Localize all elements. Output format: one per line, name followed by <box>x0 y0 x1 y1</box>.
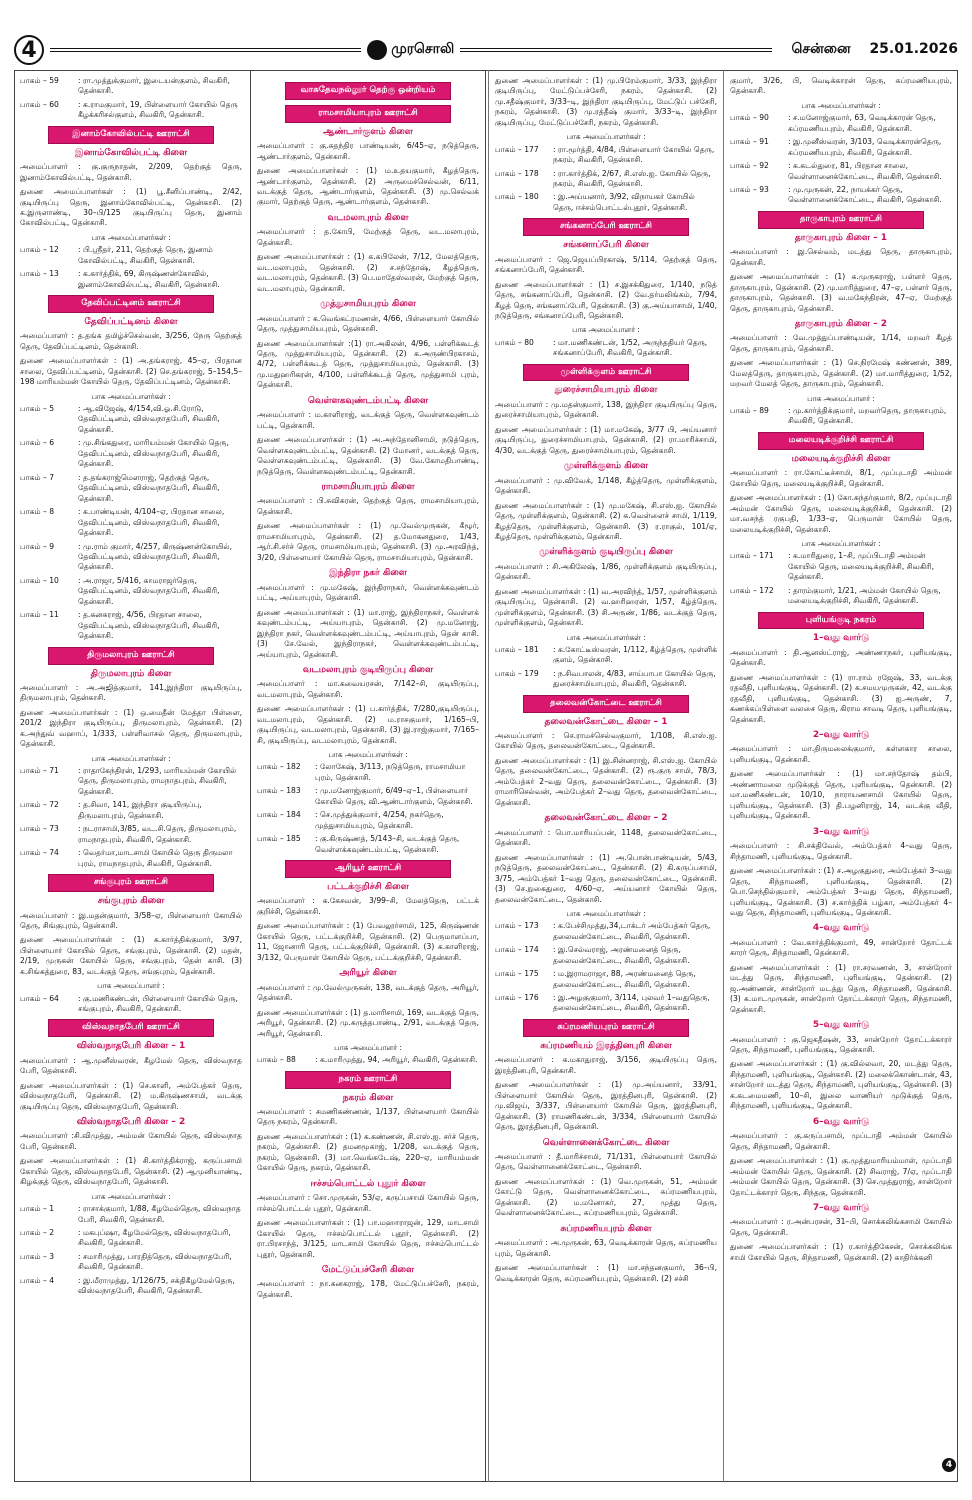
branch-title: விஸ்வநாதபேரி கிளை – 1 <box>76 1041 186 1052</box>
entry-paragraph: அமைப்பாளர் : கு.சுதந்திர பாண்டியன், 6/45–ஏ, நடுத்தெரு, ஆண்டார்குளம், தென்காசி. <box>257 141 479 161</box>
entry-paragraph: அமைப்பாளர் : மு.மகேஷ், இந்திராநகர், வெள்ளக்கவுண்டம் பட்டி, அய்யாபுரம், தென்காசி. <box>257 582 479 603</box>
section-header: திருமலாபுரம் ஊராட்சி <box>48 647 214 665</box>
entry-paragraph: துணை அமைப்பாளர்கள் : (1) பா.மஹாராஜன், 129, மாடசாமி கோயில் தெரு, ஈச்சம்பொட்டல் புதூர், தென்காசி. (2) ரா.பிரசாந்த், 3/125, மாடசாமி கோயில் தெரு, ஈச்சம்பொட்டல் புதூர், தென்காசி. <box>257 1218 479 1259</box>
booth-number: பாகம் – 174 <box>495 945 539 955</box>
entry-paragraph: துணை அமைப்பாளர்கள் : (1) ர.கார்த்திகேசன், சொக்கலிங்க சாமி கோயில் தெரு, சிந்தாமணி, தென்காசி. (2) காதிர்க்கனி <box>730 1242 952 1262</box>
entry-paragraph: துணை அமைப்பாளர்கள் : (1) மா.ராஜ், இந்திராநகர், வெள்ளக் கவுண்டம்பட்டி, அய்யாபுரம், தென்காசி. (2) மு.மனோஜ், இந்திரா நகர், வெள்ளக்கவுண்டம்பட்டி, அய்யாபுரம், தென் காசி. (3) சே.வேல், இந்திராநகர், வெள்ளக்கவுண்டம்பட்டி, அய்யாபுரம், தென்காசி. <box>257 607 479 659</box>
booth-organiser: : இ.முனீஸ்வரன், 3/103, வெடிக்காரன்தெரு, சுப்ரமணியபுரம், சிவகிரி, தென்காசி. <box>788 137 942 157</box>
booth-number: பாகம் – 60 <box>20 99 59 109</box>
booth-number: பாகம் – 91 <box>730 137 769 147</box>
booth-row <box>257 786 479 807</box>
booth-number: பாகம் – 93 <box>730 184 769 194</box>
branch-title: வெள்ளகவுண்டம்பட்டி கிளை <box>307 395 429 406</box>
booth-organiser: : மு.சிங்கதுரை, மாரியம்மன் கோயில் தெரு, தேவிபட்டினம், விஸ்வநாதபேரி, சிவகிரி, தென்காசி. <box>78 438 229 469</box>
booth-row <box>730 161 952 182</box>
entry-paragraph: அமைப்பாளர் : கு.ஜெகதீஷன், 33, சான்றோர் தோட்டக்காரர் தெரு, சிந்தாமணி, புளியங்குடி, தென்காசி. <box>730 1034 952 1055</box>
branch-title: 6–வது வார்டு <box>812 1116 870 1127</box>
subsection-label: பாக அமைப்பாளர்கள் : <box>328 750 408 760</box>
entry-paragraph: அமைப்பாளர் : செ.ராமச்செல்வகுமார், 1/108, சி.எஸ்.ஐ. கோயில் தெரு, தலைவன்கோட்டை, தென்காசி. <box>495 731 717 751</box>
entry-paragraph: துணை அமைப்பாளர்கள் : (1) ச.இசக்கிதுரை, 1/140, நடுத் தெரு, சங்கனாப்பேரி, தென்காசி. (2) வே.தர்மலிங்கம், 7/94, கீழத் தெரு, சங்கனாப்பேரி, தென்காசி. (3) கு.அய்யாசாமி, 1/40, நடுத்தெரு, சங்கனாப்பேரி, தென்காசி. <box>495 279 717 320</box>
booth-organiser: : க.கார்த்திக், 69, கிருஷ்ணன்கோவில், இனாம்கோவில்பட்டி, சிவகிரி, தென்காசி. <box>78 269 220 289</box>
entry-paragraph: துணை அமைப்பாளர்கள் :(1) ரா.அகிலன், 4/96, பள்ளிக்கூடத் தெரு, முத்துசாமியபுரம், தென்காசி. (2) க.அருண்பிரகாசம், 4/72, பள்ளிக்கூடத் தெரு, முத்துசாமியபுரம், தென்காசி. (3) மு.மதுஹரிகரன், 4/100, பள்ளிக்கூடத் தெரு, முத்துசாமி புரம், தென்காசி. <box>257 338 479 390</box>
booth-number: பாகம் – 1 <box>20 1204 55 1214</box>
booth-number: பாகம் – 177 <box>495 144 539 154</box>
entry-paragraph: துணை அமைப்பாளர்கள் : (1) க.முருகராஜ், பள்ளர் தெரு, தாருகாபுரம், தென்காசி. (2) மு.மாரித்துரை, 47–ஏ, பள்ளர் தெரு, தாருகாபுரம், தென்காசி. (3) வ.மகேந்திரன், 47–ஏ, மேற்குத் தெரு, தாருகாபுரம், தென்காசி. <box>730 272 952 313</box>
booth-number: பாகம் – 13 <box>20 269 59 279</box>
booth-number: பாகம் – 73 <box>20 824 59 834</box>
branch-title: விஸ்வநாதபேரி கிளை – 2 <box>76 1117 186 1128</box>
booth-organiser: : மு.ராம் குமார், 4/257, கிருஷ்ணன்கோயில், தேவிபட்டினம், விஸ்வநாதபேரி, சிவகிரி, தென்காசி. <box>78 541 233 572</box>
branch-title: 4–வது வார்டு <box>812 923 870 934</box>
article-columns <box>14 70 958 1482</box>
subsection-label: பாக அமைப்பாளர்கள் : <box>91 753 171 763</box>
subsection-label: பாக அமைப்பாளர் : <box>334 1042 402 1052</box>
section-header: சுப்ரமணியபுரம் ஊராட்சி <box>523 1019 689 1037</box>
section-header: தாருகாபுரம் ஊராட்சி <box>758 211 924 229</box>
booth-organiser: : இ.அய்யனார், 3/92, விநாயகர் கோயில் தெரு, ஈச்சம்பொட்டல்புதூர், தென்காசி. <box>553 192 695 212</box>
booth-number: பாகம் – 71 <box>20 766 59 776</box>
booth-organiser: : ராதாகேந்திரன், 1/293, மாரியம்மன் கோயில் தெரு, திருமலாபுரம், ராமநாதபுரம், சிவகிரி, தென்காசி. <box>78 766 237 796</box>
booth-row <box>257 762 479 783</box>
branch-title: மேட்டுப்பச்சேரி கிளை <box>321 1264 415 1275</box>
branch-title: மலையடிக்குறிச்சி கிளை <box>791 453 891 464</box>
entry-paragraph: துணை அமைப்பாளர்கள் : (1) கு.வில்லவா, 20, மடத்து தெரு, சிந்தாமணி, புளியங்குடி, தென்காசி. (2) மலைக்கொண்டான், 43, சான்றோர் மடத்து தெரு, சிந்தாமணி, புளியங்குடி, தென்காசி. (3) க.கடமைமணி, 10–சி, இலை வாணியர் முடுக்குத் தெரு, சிந்தாமணி, புளியங்குடி, தென்காசி. <box>730 1059 952 1111</box>
branch-title: தலைவன்கோட்டை கிளை – 2 <box>544 813 668 824</box>
booth-row <box>257 834 479 855</box>
section-header: தேவிப்பட்டினம் ஊராட்சி <box>48 295 214 313</box>
entry-paragraph: அமைப்பாளர் : மா.கவையரசன், 7/142–சி, குடியிருப்பு, வடமலாபுரம், தென்காசி. <box>257 679 479 699</box>
branch-title: தேவிப்பட்டினம் கிளை <box>84 316 178 327</box>
entry-paragraph: அமைப்பாளர் : சொ.முருகன், 53/ஏ, கருப்பசாமி கோயில் தெரு, ஈச்சம்பொட்டல் புதூர், தென்காசி. <box>257 1193 479 1213</box>
masthead-rule-left <box>50 48 361 52</box>
booth-number: பாகம் – 7 <box>20 472 55 482</box>
edition-city: சென்னை <box>791 41 851 57</box>
page-number-badge: 4 <box>14 35 44 65</box>
booth-organiser: : க.கோட்டீஸ்வரன், 1/112, கீழ்த்தெரு, முள்ளிக் குளம், தென்காசி. <box>553 644 717 665</box>
booth-row <box>20 1252 242 1273</box>
booth-row <box>730 406 952 427</box>
entry-paragraph: அமைப்பாளர் : மா.திருமலைக்குமார், கள்ளகார சாலை, புளியங்குடி, தென்காசி. <box>730 744 952 764</box>
entry-paragraph: அமைப்பாளர் : க.வெங்கட்ரமணன், 4/66, பிள்ளையார் கோயில் தெரு, முத்துசாமியபுரம், தென்காசி. <box>257 313 479 334</box>
subsection-label: பாக அமைப்பாளர்கள் : <box>566 908 646 918</box>
booth-row <box>20 824 242 845</box>
booth-organiser: : வெதர்மா,மாடசாமி கோயில் தெரு திருமலா புரம், ராமநாதபுரம், சிவகிரி, தென்காசி. <box>78 848 233 868</box>
branch-title: சங்குபுரம் கிளை <box>97 896 165 907</box>
entry-paragraph: அமைப்பாளர் : பி.சுவிசுரன், தெற்குத் தெரு, ராமசாமியாபுரம், தென்காசி. <box>257 496 479 516</box>
section-header: ஆரியூர் ஊராட்சி <box>285 860 451 878</box>
column-4 <box>723 70 958 1482</box>
branch-title: தலைவன்கோட்டை கிளை – 1 <box>544 716 668 727</box>
booth-row <box>495 969 717 990</box>
booth-organiser: : நடராசாமி,3/85, வட.சி.தெரு, திருமலாபுரம், ராமநாதபுரம், சிவகிரி, தென்காசி. <box>78 824 237 844</box>
entry-paragraph: அமைப்பாளர் : இ.மதன்குமார், 3/58–ஏ, பிள்ளையார் கோயில் தெரு, சிங்குபுரம், தென்காசி. <box>20 910 242 930</box>
booth-number: பாகம் – 3 <box>20 1251 55 1261</box>
section-header: வாசுதேவநல்லூர் தெற்கு ஒன்றியம் <box>285 82 451 100</box>
section-header: தலைவன்கோட்டை ஊராட்சி <box>523 695 689 713</box>
entry-paragraph: துணை அமைப்பாளர்கள் : (1) செ.காளி, அம்பேத்கர் தெரு, விஸ்வநாதபேரி, தென்காசி. (2) ம.கிருஷ்ணசாமி, வடக்கு குடியிருப்பு தெரு, விஸ்வநாதபேரி, தென்காசி. <box>20 1080 242 1111</box>
entry-paragraph: துணை அமைப்பாளர்கள் : (1) அ.அந்தோனிசாமி, நடுத்தெரு, வெள்ளகவுண்டம்பட்டி, தென்காசி. (2) மோனா், வடக்குத் தெரு, வெள்ளகவுண்டம்பட்டி, தென்காசி. (3) வே.கோமதிபாண்டி, நடுத்தெரு, வெள்ளகவுண்டம்பட்டி, தென்காசி. <box>257 435 479 476</box>
entry-paragraph: துணை அமைப்பாளர்கள் : (1) மா.சந்தனகுமார், 36–பி, வெடிக்காரன் தெரு, சுப்ரமணியபுரம், தென்காசி. (2) சச்சி <box>495 1263 717 1283</box>
booth-number: பாகம் – 9 <box>20 541 55 551</box>
booth-organiser: : மகபுப்ஷா, கீழமேல்தெரு, விஸ்வநாதபேரி, சிவகிரி, தென்காசி. <box>78 1227 231 1248</box>
entry-paragraph: அமைப்பாளர் : அ.அஜித்குமார், 141,இந்திரா குடியிருப்பு, திருமலாபுரம், தென்காசி. <box>20 682 242 703</box>
booth-number: பாகம் – 185 <box>257 834 301 844</box>
entry-paragraph: அமைப்பாளர் : சமணிகண்ணன், 1/137, பிள்ளையார் கோயில் தெரு நகரம், தென்காசி. <box>257 1106 479 1127</box>
booth-number: பாகம் – 4 <box>20 1275 55 1285</box>
booth-organiser: : பி.ஸ்ரீதர், 211, தெற்குத் தெரு, இனாம் கோவில்பட்டி, சிவகிரி, தென்காசி. <box>78 245 213 265</box>
booth-row <box>730 185 952 206</box>
subsection-label: பாக அமைப்பாளர் : <box>572 325 640 335</box>
booth-organiser: : இ.அழகுகுமார், 3/114, புலவர் 1–வதுதெரு, தலைவன்கோட்டை, சிவகிரி, தென்காசி. <box>553 993 710 1013</box>
branch-title: 2–வது வார்டு <box>812 730 870 741</box>
booth-number: பாகம் – 173 <box>495 921 539 931</box>
entry-paragraph: அமைப்பாளர் : சி.சக்திவேல், அம்பேத்கர் 4–வது தெரு, சிந்தாமணி, புளியங்குடி, தென்காசி. <box>730 841 952 861</box>
branch-title: அரியூர் கிளை <box>339 968 397 979</box>
booth-row <box>495 921 717 942</box>
entry-paragraph: துணை அமைப்பாளர்கள் : (1) பூ.சீனிப்பாண்டி, 2/42, குடியிருப்பு தெரு, இனாம்கோவில்பட்டி, தென்காசி. (2) க.இருளாண்டி, 30–பி/125 குடியிருப்பு தெரு, இனாம் கோவில்பட்டி, தென்காசி. <box>20 187 242 228</box>
booth-row <box>495 945 717 966</box>
entry-paragraph: அமைப்பாளர் : சி.அகிலேஷ், 1/86, முள்ளிக்குளம் குடியிருப்பு, தென்காசி. <box>495 561 717 582</box>
subsection-label: பாக அமைப்பாளர்கள் : <box>91 1191 171 1201</box>
subsection-label: பாக அமைப்பாளர் : <box>97 981 165 991</box>
entry-paragraph: அமைப்பாளர் : தி.ஆனஸ்ட்ராஜ், அண்ணாநகர், புளியங்குடி, தென்காசி. <box>730 647 952 668</box>
booth-number: பாகம் – 6 <box>20 438 55 448</box>
booth-number: பாகம் – 180 <box>495 192 539 202</box>
entry-paragraph: துணை அமைப்பாளர்கள் : (1) வ.அரவிந்த், 1/57, முள்ளிக்குளம் குடியிருப்பு, தென்காசி. (2) வ.ஹரிஹரன், 1/57, கீழ்த்தெரு, முள்ளிக்குளம், தென்காசி. (3) சி.அருண், 1/86, வடக்குத் தெரு, முள்ளிக்குளம், தென்காசி. <box>495 586 717 628</box>
booth-organiser: : த.தங்கராஜ்மௌராஜ், தெற்குத் தெரு, தேவிபட்டினம், விஸ்வநாதபேரி, சிவகிரி, தென்காசி. <box>78 472 220 503</box>
booth-number: பாகம் – 88 <box>257 1055 296 1065</box>
booth-number: பாகம் – 12 <box>20 245 59 255</box>
subsection-label: பாக அமைப்பாளர்கள் : <box>91 232 171 242</box>
booth-number: பாகம் – 182 <box>257 762 301 772</box>
booth-row <box>730 113 952 134</box>
booth-organiser: : ச.மனோஜ்குமார், 63, வெடிக்காரன் தெரு, சுப்ரமணியபுரம், சிவகிரி, தென்காசி. <box>788 113 936 133</box>
section-header: நகரம் ஊராட்சி <box>285 1071 451 1089</box>
entry-paragraph: அமைப்பாளர் : ரா.கோட்டீச்சாமி, 8/1, முப்புடாதி அம்மன் கோயில் தெரு, மலையடிக்குறிச்சி, தென்காசி. <box>730 468 952 488</box>
booth-row <box>20 994 242 1015</box>
section-header: புளியங்குடி நகரம் <box>758 612 924 630</box>
booth-organiser: : ரா.மூர்த்தி, 4/84, பிள்ளையார் கோயில் தெரு, நகரம், சிவகிரி, தென்காசி. <box>553 144 715 165</box>
section-header: இனாம்கோவில்பட்டி ஊராட்சி <box>48 126 214 144</box>
booth-number: பாகம் – 178 <box>495 168 539 178</box>
booth-organiser: : த.சிவா, 141, இந்திரா குடியிருப்பு, திருமலாபுரம், தென்காசி. <box>78 800 202 820</box>
booth-number: பாகம் – 74 <box>20 848 59 858</box>
booth-number: பாகம் – 2 <box>20 1227 55 1237</box>
booth-row <box>495 145 717 166</box>
booth-number: பாகம் – 184 <box>257 810 301 820</box>
branch-title: முத்துசாமியபுரம் கிளை <box>320 299 416 310</box>
branch-title: வடமலாபுரம் கிளை <box>327 212 409 223</box>
entry-paragraph: துணை அமைப்பாளர்கள் : (1) மு.வேல்முருகன், கீழூர், ராமசாமியாபுரம், தென்காசி. (2) த.மோகனதுரை, 1/43, ஆர்.சி.சர்ச் தெரு, ராமசாமியாபுரம், தென்காசி. (3) மு.அரவிந்த், 3/20, பிள்ளையார் கோயில் தெரு, ராமசாமியாபுரம், தென்காசி. <box>257 521 479 562</box>
branch-title: ராமசாமியாபுரம் கிளை <box>321 482 415 493</box>
column-1 <box>14 70 248 1482</box>
entry-paragraph: அமைப்பாளர் : இ.செல்வம், மடத்து தெரு, தாருகாபுரம், தென்காசி. <box>730 247 952 267</box>
booth-number: பாகம் – 80 <box>495 337 534 347</box>
booth-organiser: : மு.கார்த்திக்குமார், மறவர்தெரு, தாருகாபுரம், சிவகிரி, தென்காசி. <box>788 405 947 426</box>
booth-number: பாகம் – 172 <box>730 585 774 595</box>
entry-paragraph: துணை அமைப்பாளர்கள் : (1) மு.அய்யனார், 33/91, பிள்ளையார் கோயில் தெரு, இரத்தினபுரி, தென்காசி. (2) மு.விஜய், 3/337, பிள்ளையார் கோயில் தெரு, இரத்தினபுரி, தென்காசி. (3) ராமணிகண்டன், 3/334, பிள்ளையார் கோயில் தெரு, இரத்தினபுரி, தென்காசி. <box>495 1080 717 1132</box>
entry-paragraph: அமைப்பாளர் : மு.மதன்குமார், 138, இந்திரா குடியிருப்பு தெரு, துரைச்சாமியாபுரம், தென்காசி. <box>495 399 717 420</box>
section-header: சங்குபுரம் ஊராட்சி <box>48 874 214 892</box>
booth-organiser: : இ.மீராமுத்து, 1/126/75, சக்திகீழமேல்தெரு, விஸ்வநாதபேரி, சிவகிரி, தென்காசி. <box>78 1275 235 1296</box>
entry-paragraph: துணை அமைப்பாளர்கள் : (1) மு.மகேஷ், சி.எஸ்.ஐ. கோயில் தெரு, முள்ளிக்குளம், தென்காசி. (2) சு.வெள்ளைச் சாமி, 1/119, கீழத்தெரு, முள்ளிக்குளம், தென்காசி. (3) ர.ராகுல், 101/ஏ, கீழத்தெரு, முள்ளிக்குளம், தென்காசி. <box>495 500 717 541</box>
booth-row <box>20 610 242 641</box>
section-header: முள்ளிக்குளம் ஊராட்சி <box>523 364 689 382</box>
subsection-label: பாக அமைப்பாளர்கள் : <box>801 538 881 548</box>
booth-row <box>20 100 242 121</box>
entry-paragraph: அமைப்பாளர் : தீ.மாரிச்சாமி, 71/131, பிள்ளையார் கோயில் தெரு, வெள்ளானைக்கோட்டை, தென்காசி. <box>495 1151 717 1172</box>
entry-paragraph: அமைப்பாளர் : த.கோபி, மேற்குத் தெரு, வட.மலாபுரம், தென்காசி. <box>257 227 479 247</box>
entry-paragraph: துணை அமைப்பாளர்கள் : (1) ச.அழகுதுரை, அம்பேத்கர் 3–வது தெரு, சிந்தாமணி, புளியங்குடி, தென்காசி. (2) பொ.செந்தில்குமார், அம்பேத்கர் 3–வது தெரு, சிந்தாமணி, புளியங்குடி, தென்காசி. (3) ச.கார்த்திக் பழ்கா, அம்பேத்கர் 4–வது தெரு, சிந்தாமணி, புளியங்குடி, தென்காசி. <box>730 866 952 917</box>
section-header: விஸ்வநாதபேரி ஊராட்சி <box>48 1019 214 1037</box>
booth-row <box>495 338 717 359</box>
booth-number: பாகம் – 179 <box>495 668 539 678</box>
newspaper-brand <box>367 40 454 60</box>
branch-title: 1–வது வார்டு <box>812 633 870 644</box>
entry-paragraph: துணை அமைப்பாளர்கள் : (1) பேவலூர்சாமி, 125, கிருஷ்ணன் கோயில் தெரு, பட்டக்குறிச்சி, தென்காசி. (2) பெருமாளப்பா, 11, ஜோனாரி தெரு, பட்டக்குறிச்சி, தென்காசி. (3) க.காளிராஜ், 3/132, பெருமாள் கோயில் தெரு, பட்டக்குறிச்சி, தென்காசி. <box>257 921 479 962</box>
entry-paragraph: துணை அமைப்பாளர்கள் : (1) மா.சந்தோஷ் தம்பி, அண்ணாமலை முடுக்குத் தெரு, புளியங்குடி, தென்காசி. (2) மா.மணிகண்டன், 10/10, நாராயணசாமி கோயில் தெரு, புளியங்குடி, தென்காசி. (3) தி.பழனிராஜ், 14, வடக்கு வீதி, புளியங்குடி, தென்காசி. <box>730 769 952 821</box>
booth-organiser: : செ.முத்துக்குமார், 4/254, நகர்தெரு, முத்துசாமியபுரம், தென்காசி. <box>315 810 444 830</box>
entry-paragraph: அமைப்பாளர் : ஆ.முனீஸ்வரன், கீழமேல் தெரு, விஸ்வநாத பேரி, தென்காசி. <box>20 1055 242 1076</box>
booth-organiser: : ஆ.விஜேஷ், 4/154,வி.ஓ.சி.ரோடு, தேவிபட்டினம், விஸ்வநாதபேரி, சிவகிரி, தென்காசி. <box>78 403 220 434</box>
branch-title: இந்திரா நகர் கிளை <box>329 568 407 579</box>
branch-title: முள்ளிக்குளம் கிளை <box>563 461 649 472</box>
entry-paragraph: அமைப்பாளர் : த.தங்க தமிழ்ச்செல்வன், 3/256, நேரு தெற்குத் தெரு, தேவிப்பட்டினம், தென்காசி. <box>20 331 242 351</box>
booth-number: பாகம் – 175 <box>495 969 539 979</box>
booth-row <box>257 810 479 831</box>
branch-title: வடமலாபுரம் குடியிருப்பு கிளை <box>302 664 434 675</box>
booth-number: பாகம் – 5 <box>20 403 55 413</box>
booth-row <box>20 1228 242 1249</box>
booth-number: பாகம் – 64 <box>20 993 59 1003</box>
entry-paragraph: துணை அமைப்பாளர்கள் : (1) ம.உதயகுமார், கீழத்தெரு, ஆண்டார்குளம், தென்காசி. (2) அருமைச்செல்வன், 6/11, வடக்குத் தெரு, ஆண்டார்குளம், தென்காசி. (3) மு.செல்வக் குமார், தெற்குத் தெரு, ஆண்டார்குளம், தென்காசி. <box>257 166 479 207</box>
booth-number: பாகம் – 72 <box>20 800 59 810</box>
entry-paragraph: துணை அமைப்பாளர்கள் : (1) க.கபிலேன், 7/12, மேலத்தெரு, வட.மலாபுரம், தென்காசி. (2) ச.சந்தோஷ், கீழத்தெரு, வட.மலாபுரம், தென்காசி. (3) பெ.மாதேஸ்வரன், மேற்குத் தெரு, வட.மலாபுரம், தென்காசி. <box>257 252 479 293</box>
booth-organiser: : ரா.கார்த்திக், 2/67, சி.எஸ்.ஐ. கோயில் தெரு, நகரம், சிவகிரி, தென்காசி. <box>553 168 711 188</box>
booth-organiser: : ந.சிவபாலன், 4/83, சாய்பாபா கோயில் தெரு, துரைச்சாமியாபுரம், சிவகிரி, தென்காசி. <box>553 668 716 689</box>
booth-row <box>20 438 242 469</box>
entry-paragraph: துணை அமைப்பாளர்கள் : (1) மா.மகேஷ், 3/77 பி, அய்யனார் குடியிருப்பு, துரைச்சாமியாபுரம், தென்காசி. (2) ரா.மாரிச்சாமி, 4/30, வடக்குத் தெரு, துரைச்சாமியாபுரம், தென்காசி. <box>495 424 717 455</box>
booth-number: பாகம் – 11 <box>20 610 59 620</box>
column-3 <box>488 70 723 1482</box>
entry-paragraph: அமைப்பாளர் : அ.முருகன், 63, வெடிக்காரன் தெரு, சுப்ரமணிய புரம், தென்காசி. <box>495 1238 717 1258</box>
section-header: மலையடிக்குறிச்சி ஊராட்சி <box>758 432 924 450</box>
branch-title: முள்ளிக்குளம் குடியிருப்பு கிளை <box>539 547 673 558</box>
entry-paragraph: துணை அமைப்பாளர்கள் : (1) கோ.கந்தர்குமார், 8/2, முப்புடாதி அம்மன் கோயில் தெரு, மலையடிக்குறிச்சி, தென்காசி. (2) மா.வசந்த் ரகுபதி, 1/33–ஏ, பெருமாள் கோயில் தெரு, மலையடிக்குறிச்சி, தென்காசி. <box>730 493 952 534</box>
entry-paragraph: துணை அமைப்பாளர்கள் : (1) வெ.முருகன், 51, அம்மன் கோட்டு தெரு, வெள்ளானைக்கோட்டை, சுப்ரமணியபுரம், தென்காசி. (2) ம.மனோகர், 27, முத்து தெரு, வெள்ளானைக்கோட்டை, சுப்ரமணியபுரம், தென்காசி. <box>495 1176 717 1218</box>
booth-row <box>20 800 242 821</box>
booth-organiser: : ரா.முத்துக்குமார், இடையன்குளம், சிவகிரி, தென்காசி. <box>78 76 230 96</box>
entry-paragraph: துணை அமைப்பாளர்கள் : (1) இ.சின்னராஜ், சி.எஸ்.ஐ. கோயில் தெரு, தலைவன்கோட்டை, தென்காசி. (2) ரூ.குரு சாமி, 78/3, அம்பேத்கர் 2–வது தெரு, தலைவன்கோட்டை, தென்காசி. (3) ராமாரிசெல்வன், அம்பேத்கர் 2–வது தெரு, தலைவன்கோட்டை, தென்காசி. <box>495 755 717 807</box>
branch-title: திருமலாபுரம் கிளை <box>90 668 172 679</box>
entry-paragraph: அமைப்பாளர் :சி.விமுத்து, அம்மன் கோயில் தெரு, விஸ்வநாத பேரி, தென்காசி. <box>20 1131 242 1151</box>
entry-paragraph: துணை அமைப்பாளர்கள் : (1) அ.தங்கராஜ், 45–ஏ, பிரதான சாலை, தேவிப்பட்டினம், தென்காசி. (2) செ.தங்கராஜ், 5–154,5–198 மாரியம்மன் கோயில் தெரு, தேவிப்பட்டினம், தென்காசி. <box>20 356 242 387</box>
booth-organiser: : க.மாரிதுரை, 1–சி, முப்பிடாதி அம்மன் கோயில் தெரு, மலையடிக்குறிச்சி, சிவகிரி, தென்காசி. <box>788 551 934 582</box>
booth-organiser: : சமாரிமுத்து, பாரதித்தெரு, விஸ்வநாதபேரி, சிவகிரி, தென்காசி. <box>78 1251 232 1272</box>
booth-row <box>20 269 242 290</box>
branch-title: 7–வது வார்டு <box>812 1203 870 1214</box>
branch-title: இனாம்கோவில்பட்டி கிளை <box>74 147 188 158</box>
booth-organiser: : த.கனகராஜ், 4/56, பிரதான சாலை, தேவிபட்டினம், விஸ்வநாதபேரி, சிவகிரி, தென்காசி. <box>78 610 220 641</box>
booth-number: பாகம் – 92 <box>730 161 769 171</box>
booth-organiser: : இ.செல்வராஜ், அரண்மனைத் தெரு, தலைவன்கோட்டை, சிவகிரி, தென்காசி. <box>553 945 690 965</box>
entry-paragraph: துணை அமைப்பாளர்கள் : (1) அ.பொன்பாண்டியன், 5/43, நடுத்தெரு, தலைவன்கோட்டை, தென்காசி. (2) கி.கருப்பசாமி, 3/75, அம்பேத்கர் 1–வது தெரு, தலைவன்கோட்டை, தென்காசி. (3) செ.நுகைதுரை, 4/60–ஏ, அய்யனார் கோயில் தெரு, தலைவன்கோட்டை, தென்காசி. <box>495 852 717 904</box>
entry-paragraph: அமைப்பாளர் : வே.முத்துப்பாண்டியன், 1/14, மறவர் கீழத் தெரு, தாருகாபுரம், தென்காசி. <box>730 333 952 353</box>
booth-row <box>20 404 242 435</box>
booth-organiser: : க.கடல்துரை, 81, பிரதான சாலை, வெள்ளானைக்கோட்டை, சிவகிரி, தென்காசி. <box>788 161 942 181</box>
booth-number: பாகம் – 181 <box>495 644 539 654</box>
booth-row <box>495 169 717 190</box>
booth-number: பாகம் – 8 <box>20 507 55 517</box>
booth-row <box>495 993 717 1014</box>
booth-organiser: : க.மாரிமுத்து, 94, அரியூர், சிவகிரி, தென்காசி. <box>315 1055 478 1065</box>
booth-organiser: : ராசாக்குமார், 1/88, கீழமேல்தெரு, விஸ்வநாத பேரி, சிவகிரி, தென்காசி. <box>78 1204 241 1224</box>
branch-title: துரைச்சாமியாபுரம் கிளை <box>554 385 658 396</box>
booth-number: பாகம் – 176 <box>495 993 539 1003</box>
entry-paragraph: அமைப்பாளர் : ர.அன்பரசன், 31–பி, சொக்கலிங்கசாமி கோயில் தெரு, தென்காசி. <box>730 1217 952 1237</box>
branch-title: சங்கனாப்பேரி கிளை <box>563 240 649 251</box>
branch-title: 3–வது வார்டு <box>812 826 870 837</box>
branch-title: தாருகாபுரம் கிளை – 2 <box>794 318 888 329</box>
entry-paragraph: குமார், 3/26, பி, வெடிக்காரன் தெரு, சுப்ரமணியபுரம், தென்காசி. <box>730 76 952 96</box>
booth-row <box>20 576 242 607</box>
booth-organiser: : க.பாண்டியன், 4/104–ஏ, பிரதான சாலை, தேவிபட்டினம், விஸ்வநாதபேரி, சிவகிரி, தென்காசி. <box>78 507 225 538</box>
subsection-label: பாக அமைப்பாளர்கள் : <box>566 132 646 142</box>
booth-row <box>495 192 717 213</box>
booth-row <box>20 848 242 869</box>
booth-row <box>20 245 242 266</box>
booth-organiser: : கு.மணிகண்டன், பிள்ளையார் கோயில் தெரு, சங்குபுரம், சிவகிரி, தென்காசி. <box>78 993 238 1013</box>
branch-title: சுப்ரமணியம் இரத்தினபுரி கிளை <box>540 1040 672 1051</box>
booth-organiser: : அ.ராஜா, 5/416, காமராஜர்தெரு, தேவிபட்டினம், விஸ்வநாதபேரி, சிவகிரி, தென்காசி. <box>78 575 220 606</box>
footer-page-number: 4 <box>942 1458 956 1472</box>
booth-number: பாகம் – 89 <box>730 405 769 415</box>
branch-title: 5–வது வார்டு <box>812 1020 870 1031</box>
booth-organiser: : மு.மனோஜ்குமார், 6/49–ஏ–1, பிள்ளையார் கோயில் தெரு, வி.ஆண்டார்குளம், தென்காசி. <box>315 786 473 806</box>
newspaper-name: முரசொலி <box>391 41 455 57</box>
entry-paragraph: துணை அமைப்பாளர்கள் : (1) ரா.ராம் ரஜேஷ், 33, வடக்கு ரதவீதி, புளியங்குடி, தென்காசி. (2) க.சமயமுருகன், 42, வடக்கு ரதவீதி, புளியங்குடி, தென்காசி. (3) ஐ.அருண், 7, கணக்கப்பிள்ளை வலசை தெரு, கிராம சாவடி தெரு, புளியங்குடி, தென்காசி. <box>730 672 952 724</box>
branch-title: வெள்ளானைக்கோட்டை கிளை <box>542 1137 670 1148</box>
booth-organiser: : லோகேஷ், 3/113, நடுத்தெரு, ராமசாமியா புரம், தென்காசி. <box>315 762 466 782</box>
entry-paragraph: துணை அமைப்பாளர்கள் : (1) ரா.சரவணன், 3, சான்றோர் மடத்து தெரு, சிந்தாமணி, புளியங்குடி, தென்காசி. (2) ஜ.அண்ணன், சான்றோர் மடத்து தெரு, சிந்தாமணி, தென்காசி. (3) க.மாடமுருகன், சான்றோர் தோட்டக்காரர் தெரு, சிந்தாமணி, தென்காசி. <box>730 962 952 1014</box>
booth-row <box>20 76 242 97</box>
booth-row <box>20 1204 242 1225</box>
entry-paragraph: துணை அமைப்பாளர்கள் : (1) ப.கார்த்திக், 7/280,குடியிருப்பு, வடமலாபுரம், தென்காசி. (2) ம.ராசகுமார், 1/165–பி, குடியிருப்பு, வடமலாபுரம், தென்காசி. (3) இ.ராஜ்குமார், 7/165–சி, குடியிருப்பு, வடமலாபுரம், தென்காசி. <box>257 704 479 745</box>
entry-paragraph: அமைப்பாளர் : கு.குருநாதன், 2/209, தெற்குத் தெரு, இனாம்கோவில்பட்டி, தென்காசி. <box>20 162 242 182</box>
booth-row <box>495 669 717 690</box>
entry-paragraph: துணை அமைப்பாளர்கள் : (1) செ.நிரமேஷ் கண்ணன், 389, மேலத்தெரு, தாருகாபுரம், தென்காசி. (2) மா.மாரித்துரை, 1/52, மறவர் மேலத் தெரு, தாருகாபுரம், தென்காசி. <box>730 358 952 389</box>
entry-paragraph: துணை அமைப்பாளர்கள் : (1) கு.முத்துமாரியம்மாள், முப்டாதி அம்மன் கோயில் தெரு, தென்காசி. (2) சிவராஜ், 7/ஏ, முப்டாதி அம்மன் கோயில் தெரு, தென்காசி. (3) செ.முத்துராஜ், சான்றோர் தோட்டக்காரர் தெரு, சிந்தகு, தென்காசி. <box>730 1156 952 1197</box>
booth-organiser: : க.பேச்சிமுத்து,34,டாக்டர் அம்பேத்கர் தெரு, தலைவன்கோட்டை, சிவகிரி, தென்காசி. <box>553 921 711 941</box>
booth-row <box>20 766 242 797</box>
column-2 <box>250 70 486 1482</box>
entry-paragraph: அமைப்பாளர் : பொ.மாரியப்பன், 1148, தலைவன்கோட்டை, தென்காசி. <box>495 827 717 848</box>
elephant-logo-icon <box>367 40 387 60</box>
booth-row <box>20 542 242 573</box>
subsection-label: பாக அமைப்பாளர்கள் : <box>91 391 171 401</box>
booth-organiser: : ம.இராமராஜா, 88, அரண்மனைத் தெரு, தலைவன்கோட்டை, சிவகிரி, தென்காசி. <box>553 969 696 989</box>
booth-organiser: : மு.முருகன், 22, நாயக்கர் தெரு, வெள்ளானைக்கோட்டை, சிவகிரி, தென்காசி. <box>788 184 942 205</box>
entry-paragraph: அமைப்பாளர் : க.மகாதுராஜ், 3/156, குடியிருப்பு தெரு, இரத்தினபுரி, தென்காசி. <box>495 1055 717 1075</box>
booth-organiser: : க.ராமகுமார், 19, பிள்ளையார் கோயில் தெரு கீழக்கரிசல்குளம், சிவகிரி, தென்காசி. <box>78 99 238 120</box>
entry-paragraph: அமைப்பாளர் : ம.காளிராஜ், வடக்குத் தெரு, வெள்ளகவுண்டம் பட்டி, தென்காசி. <box>257 410 479 430</box>
entry-paragraph: அமைப்பாளர் : மு.விவேக், 1/148, கீழ்த்தெரு, முள்ளிக்குளம், தென்காசி. <box>495 475 717 496</box>
entry-paragraph: அமைப்பாளர் : கு.கருப்பசாமி, முப்டாதி அம்மன் கோயில் தெரு, சிந்தாமணி, தென்காசி. <box>730 1131 952 1151</box>
entry-paragraph: துணை அமைப்பாளர்கள் : (1) சி.கார்த்திக்ராஜ், கருப்பசாமி கோயில் தெரு, விஸ்வநாதபேரி, தென்காசி. (2) ஆமுனியாண்டி, கிழக்குத் தெரு, விஸ்வநாதபேரி, தென்காசி. <box>20 1156 242 1187</box>
edition-date: 25.01.2026 <box>869 41 959 57</box>
section-header: ராமசாமியாபுரம் ஊராட்சி <box>285 105 451 123</box>
booth-row <box>495 645 717 666</box>
booth-number: பாகம் – 183 <box>257 786 301 796</box>
branch-title: ஆண்டார்குளம் கிளை <box>323 126 413 137</box>
branch-title: நகரம் கிளை <box>342 1092 394 1103</box>
subsection-label: பாக அமைப்பாளர்கள் : <box>801 100 881 110</box>
section-header: சங்கனாப்பேரி ஊராட்சி <box>523 218 689 236</box>
entry-paragraph: துணை அமைப்பாளர்கள் : (1) ஒ.மைதீன் மேத்தா பிள்ளை, 201/2 இந்திரா குடியிருப்பு, திருமலாபுரம், தென்காசி. (2) க.அந்துவ் வஹாப், 1/333, பள்ளிவாசல் தெரு, திருமலாபுரம், தென்காசி. <box>20 707 242 749</box>
booth-number: பாகம் – 90 <box>730 113 769 123</box>
entry-paragraph: துணை அமைப்பாளர்கள் : (1) க.கார்த்திக்குமார், 3/97, பிள்ளையார் கோயில் தெரு, சங்குபுரம், தென்காசி. (2) மதன், 2/19, முருகன் கோயில் தெரு, சங்குபுரம், தென் காசி. (3) க.சிங்கத்துரை, 83, வடக்குத் தெரு, சங்குபுரம், தென்காசி. <box>20 935 242 976</box>
booth-organiser: : கு.கிருஷ்ணத், 5/143–சி, வடக்குத் தெரு, வெள்ளக்கவுண்டம்பட்டி, தென்காசி. <box>315 834 460 854</box>
booth-organiser: : மா.மணிகண்டன், 1/52, அருந்ததியர் தெரு, சங்கனாப்பேரி, சிவகிரி, தென்காசி. <box>553 337 708 358</box>
entry-paragraph: அமைப்பாளர் : மு.வேல்முருகன், 138, வடக்குத் தெரு, அரியூர், தென்காசி. <box>257 982 479 1003</box>
branch-title: சுப்ரமணியபுரம் கிளை <box>560 1223 652 1234</box>
entry-paragraph: அமைப்பாளர் : நா.கனகராஜ், 178, மேட்டுப்பச்சேரி, நகரம், தென்காசி. <box>257 1279 479 1299</box>
entry-paragraph: அமைப்பாளர் : க.கேசவன், 3/99–சி, மேலத்தெரு, பட்டக் குறிச்சி, தென்காசி. <box>257 896 479 916</box>
subsection-label: பாக அமைப்பாளர்கள் : <box>566 632 646 642</box>
masthead-rule-right <box>460 48 771 52</box>
branch-title: ஈச்சம்பொட்டல் புதூர் கிளை <box>310 1178 426 1189</box>
branch-title: தாருகாபுரம் கிளை – 1 <box>794 232 888 243</box>
booth-row <box>20 507 242 538</box>
booth-number: பாகம் – 59 <box>20 76 59 85</box>
subsection-label: பாக அமைப்பாளர் : <box>807 393 875 403</box>
branch-title: பட்டக்குறிச்சி கிளை <box>327 882 409 893</box>
edition-info <box>778 41 959 59</box>
entry-paragraph: துணை அமைப்பாளர்கள் : (1) க.கண்ணன், சி.எஸ்.ஐ. சர்ச் தெரு, நகரம், தென்காசி. (2) தமனமூகாஜ், 1/208, வடக்குத் தெரு, நகரம், தென்காசி. (3) மா.வெங்கடேஷ், 220–ஏ, மாரியம்மன் கோயில் தெரு, நகரம், தென்காசி. <box>257 1131 479 1173</box>
booth-row <box>730 551 952 582</box>
entry-paragraph: அமைப்பாளர் : ஜெ.ஜெயப்பிரகாஷ், 5/114, தெற்குத் தெரு, சங்கனாப்பேரி, தென்காசி. <box>495 254 717 275</box>
booth-row <box>20 473 242 504</box>
booth-row <box>257 1055 479 1065</box>
entry-paragraph: துணை அமைப்பாளர்கள் : (1) மு.பிரேம்குமார், 3/33, இந்திரா குடியிருப்பு, மேட்டுப்பச்சேரி, நகரம், தென்காசி. (2) மு.சதீஷ்குமார், 3/33–டி, இந்திரா குடியிருப்பு, மேட்டுப் பச்சேரி, நகரம், தென்காசி. (3) மு.ரத்தீஷ் குமார், 3/33–டி, இந்திரா குடியிருப்பு, மேட்டுப்பச்சேரி, நகரம், தென்காசி. <box>495 76 717 127</box>
booth-organiser: : தாரம்குமார், 1/21, அம்மன் கோயில் தெரு, மலையடிக்குறிச்சி, சிவகிரி, தென்காசி. <box>788 585 941 606</box>
booth-row <box>730 586 952 607</box>
booth-number: பாகம் – 171 <box>730 551 774 561</box>
entry-paragraph: அமைப்பாளர் : வே.கார்த்திக்குமார், 49, சான்றோர் தோட்டக் காரர் தெரு, சிந்தாமணி, தென்காசி. <box>730 937 952 958</box>
booth-row <box>730 137 952 158</box>
masthead <box>14 36 958 64</box>
entry-paragraph: துணை அமைப்பாளர்கள் : (1) த.மாரிசாமி, 169, வடக்குத் தெரு, அரியூர், தென்காசி. (2) மு.கருத்தபாண்டி, 2/91, வடக்குத் தெரு, அரியூர், தென்காசி. <box>257 1007 479 1038</box>
booth-row <box>20 1276 242 1297</box>
booth-number: பாகம் – 10 <box>20 575 59 585</box>
